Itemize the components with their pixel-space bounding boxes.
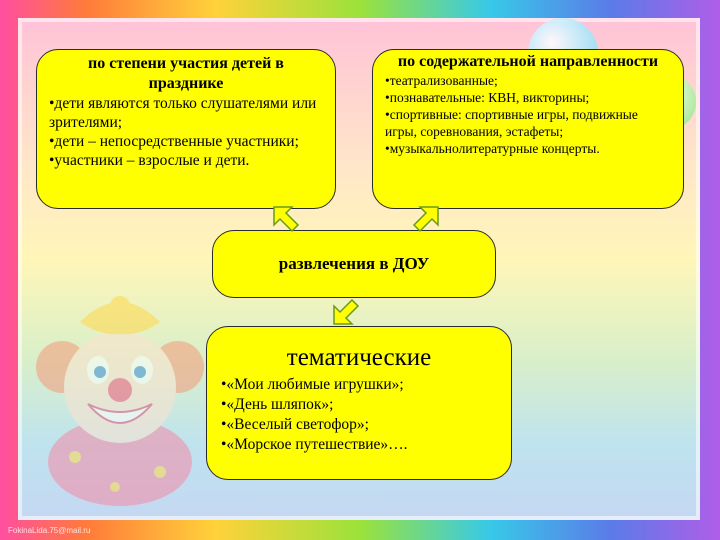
footer-credit: FokinaLida.75@mail.ru — [8, 526, 91, 535]
participation-box — [36, 49, 336, 209]
content-item: •музыкальнолитературные концерты. — [385, 141, 600, 156]
clown-icon — [20, 292, 220, 520]
thematic-item: •«День шляпок»; — [221, 396, 334, 413]
arrow-up-left-icon — [270, 203, 302, 235]
content-item: •познавательные: КВН, викторины; — [385, 90, 590, 105]
thematic-box — [206, 326, 512, 480]
thematic-item: •«Веселый светофор»; — [221, 416, 369, 433]
content-item: •спортивные: спортивные игры, подвижные игры, соревнования, эстафеты; — [385, 107, 638, 139]
content-box — [372, 49, 684, 209]
participation-item: •участники – взрослые и дети. — [49, 152, 250, 169]
center-box — [212, 230, 496, 298]
arrow-down-left-icon — [330, 296, 362, 328]
thematic-title: тематические — [286, 344, 432, 371]
thematic-item: •«Морское путешествие»…. — [221, 436, 408, 453]
content-title: по содержательной направленности — [397, 53, 659, 70]
content-item: •театрализованные; — [385, 73, 498, 88]
participation-item: •дети – непосредственные участники; — [49, 133, 299, 150]
thematic-item: •«Мои любимые игрушки»; — [221, 376, 404, 393]
arrow-up-right-icon — [410, 203, 442, 235]
participation-title: по степени участия детей в празднике — [88, 55, 284, 92]
center-title: развлечения в ДОУ — [278, 254, 430, 273]
participation-item: •дети являются только слушателями или зрителями; — [49, 95, 317, 131]
